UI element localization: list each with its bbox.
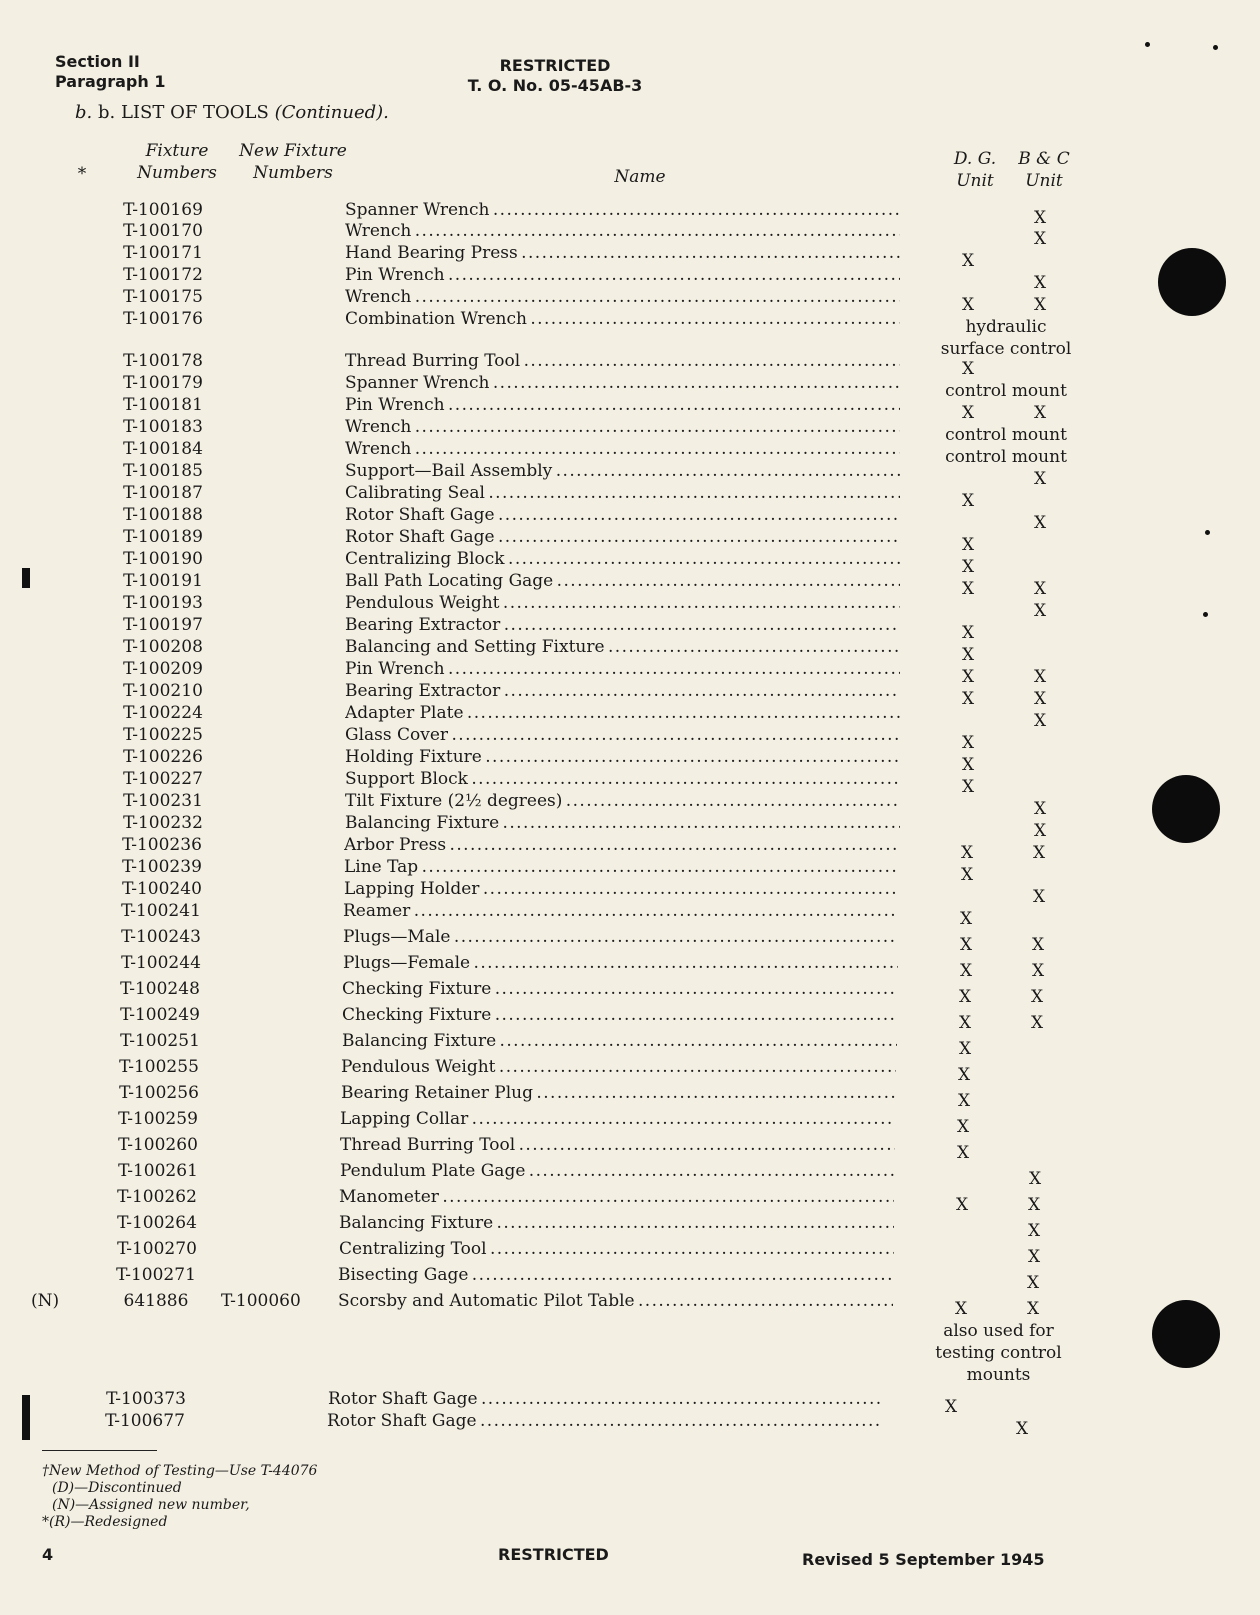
fixture-number: T-100176 bbox=[123, 309, 203, 329]
name-cell bbox=[338, 1264, 893, 1286]
tool-name: Bearing Retainer Plug . . . bbox=[341, 1083, 896, 1103]
fixture-number: T-100241 bbox=[121, 901, 201, 921]
tool-name: Pin Wrench . . . bbox=[345, 659, 900, 679]
col-new-header bbox=[233, 140, 353, 184]
name-cell bbox=[345, 548, 900, 570]
page-speck bbox=[1145, 42, 1150, 47]
tool-name: Holding Fixture . . . bbox=[345, 747, 900, 767]
tool-name: Balancing Fixture . . . bbox=[342, 1031, 897, 1051]
name-cell bbox=[345, 768, 900, 790]
bc-unit-mark: X bbox=[1033, 689, 1047, 709]
bc-unit-mark: X bbox=[1027, 1195, 1041, 1215]
footnote-4: *(R)—Redesigned bbox=[42, 1514, 168, 1530]
col-fixture-line1: Fixture bbox=[145, 141, 209, 161]
table-row bbox=[0, 1030, 1097, 1059]
bc-unit-mark: X bbox=[1033, 579, 1047, 599]
tool-name: Thread Burring Tool . . . bbox=[345, 351, 900, 371]
table-row bbox=[0, 199, 1100, 228]
fixture-number: T-100270 bbox=[117, 1239, 197, 1259]
name-cell bbox=[345, 242, 900, 264]
table-row bbox=[0, 746, 1100, 775]
dg-unit-mark: X bbox=[959, 909, 973, 929]
tool-name: Rotor Shaft Gage . . . bbox=[328, 1389, 883, 1409]
table-row bbox=[0, 790, 1100, 819]
name-cell bbox=[345, 592, 900, 614]
tool-name: Adapter Plate . . . bbox=[345, 703, 900, 723]
dg-unit-mark: X bbox=[961, 359, 975, 379]
fixture-number: T-100210 bbox=[123, 681, 203, 701]
fixture-number: T-100208 bbox=[123, 637, 203, 657]
col-bc-header bbox=[1012, 148, 1076, 192]
section-text: Section II bbox=[55, 52, 140, 71]
name-cell bbox=[345, 394, 900, 416]
tool-name: Hand Bearing Press . . . bbox=[345, 243, 900, 263]
dg-unit-mark: X bbox=[959, 961, 973, 981]
bc-unit-mark: X bbox=[1026, 1273, 1040, 1293]
fixture-number: T-100248 bbox=[120, 979, 200, 999]
dg-unit-mark: X bbox=[961, 755, 975, 775]
footer-revised: Revised 5 September 1945 bbox=[802, 1550, 1045, 1569]
tool-name: Pin Wrench . . . bbox=[345, 265, 900, 285]
col-dg-line1: D. G. bbox=[953, 149, 997, 169]
unit-note: also used for testing control mounts bbox=[935, 1321, 1062, 1385]
col-fixture-header bbox=[122, 140, 232, 184]
bc-unit-mark: X bbox=[1033, 799, 1047, 819]
tool-name: Bearing Extractor . . . bbox=[345, 681, 900, 701]
tool-name: Rotor Shaft Gage . . . bbox=[327, 1411, 882, 1431]
paragraph-text: Paragraph 1 bbox=[55, 72, 166, 91]
table-row bbox=[0, 460, 1100, 489]
bc-unit-mark: X bbox=[1033, 601, 1047, 621]
table-row bbox=[0, 1388, 1083, 1417]
dg-unit-mark: X bbox=[944, 1397, 958, 1417]
name-cell bbox=[345, 636, 900, 658]
fixture-number: T-100373 bbox=[106, 1389, 186, 1409]
tool-name: Spanner Wrench . . . bbox=[345, 200, 900, 220]
fixture-number: T-100184 bbox=[123, 439, 203, 459]
table-row bbox=[0, 438, 1100, 467]
name-cell bbox=[345, 438, 900, 460]
bc-unit-mark: X bbox=[1033, 208, 1047, 228]
tool-name: Line Tap . . . bbox=[344, 857, 899, 877]
tool-name: Arbor Press . . . bbox=[344, 835, 899, 855]
table-row bbox=[0, 1410, 1082, 1439]
tool-name: Wrench . . . bbox=[345, 287, 900, 307]
table-row bbox=[0, 768, 1100, 797]
bc-unit-mark: X bbox=[1033, 711, 1047, 731]
page-speck bbox=[1213, 45, 1218, 50]
dg-unit-mark: X bbox=[957, 1091, 971, 1111]
name-cell bbox=[345, 372, 900, 394]
table-row bbox=[0, 878, 1099, 907]
table-row bbox=[0, 1108, 1095, 1137]
dg-unit-mark: X bbox=[961, 645, 975, 665]
name-cell bbox=[345, 460, 900, 482]
name-cell bbox=[344, 834, 899, 856]
dg-unit-mark: X bbox=[954, 1299, 968, 1319]
table-row bbox=[0, 394, 1100, 423]
tool-name: Lapping Collar . . . bbox=[340, 1109, 895, 1129]
binder-hole-middle bbox=[1152, 775, 1220, 843]
name-cell bbox=[341, 1056, 896, 1078]
table-row bbox=[0, 264, 1100, 293]
fixture-number: T-100677 bbox=[105, 1411, 185, 1431]
bc-unit-mark: X bbox=[1026, 1299, 1040, 1319]
name-cell bbox=[338, 1290, 893, 1312]
name-cell bbox=[345, 220, 900, 242]
bc-unit-mark: X bbox=[1027, 1221, 1041, 1241]
table-row bbox=[0, 592, 1100, 621]
name-cell bbox=[327, 1410, 882, 1432]
col-star-header: * bbox=[77, 164, 87, 184]
table-row bbox=[0, 614, 1100, 643]
fixture-number: T-100197 bbox=[123, 615, 203, 635]
name-cell bbox=[345, 702, 900, 724]
name-cell bbox=[342, 1004, 897, 1026]
fixture-number: T-100249 bbox=[120, 1005, 200, 1025]
name-cell bbox=[343, 900, 898, 922]
dg-unit-mark: X bbox=[958, 1039, 972, 1059]
fixture-number: T-100185 bbox=[123, 461, 203, 481]
tool-name: Support—Bail Assembly . . . bbox=[345, 461, 900, 481]
fixture-number: T-100225 bbox=[123, 725, 203, 745]
name-cell bbox=[345, 658, 900, 680]
unit-note: control mount bbox=[945, 381, 1067, 401]
table-row bbox=[0, 242, 1100, 271]
fixture-number: T-100209 bbox=[123, 659, 203, 679]
dg-unit-mark: X bbox=[961, 535, 975, 555]
bc-unit-mark: X bbox=[1033, 273, 1047, 293]
tool-name: Pendulum Plate Gage . . . bbox=[340, 1161, 895, 1181]
name-cell bbox=[345, 264, 900, 286]
bc-unit-mark: X bbox=[1015, 1419, 1029, 1439]
tool-name: Pendulous Weight . . . bbox=[345, 593, 900, 613]
table-row bbox=[0, 504, 1100, 533]
dg-unit-mark: X bbox=[955, 1195, 969, 1215]
dg-unit-mark: X bbox=[959, 935, 973, 955]
tool-name: Pendulous Weight . . . bbox=[341, 1057, 896, 1077]
name-cell bbox=[345, 308, 900, 330]
name-cell bbox=[345, 286, 900, 308]
dg-unit-mark: X bbox=[961, 579, 975, 599]
fixture-number: T-100232 bbox=[123, 813, 203, 833]
fixture-number: T-100240 bbox=[122, 879, 202, 899]
fixture-number: T-100271 bbox=[116, 1265, 196, 1285]
footnote-rule bbox=[42, 1450, 157, 1451]
name-cell bbox=[345, 812, 900, 834]
fixture-number: T-100179 bbox=[123, 373, 203, 393]
dg-unit-mark: X bbox=[961, 733, 975, 753]
col-bc-line1: B & C bbox=[1018, 149, 1070, 169]
page-speck bbox=[1203, 612, 1208, 617]
fixture-number: T-100227 bbox=[123, 769, 203, 789]
name-cell bbox=[345, 724, 900, 746]
tool-name: Glass Cover . . . bbox=[345, 725, 900, 745]
tool-name: Combination Wrench . . . bbox=[345, 309, 900, 329]
table-row bbox=[0, 834, 1099, 863]
table-row bbox=[0, 482, 1100, 511]
table-row bbox=[0, 724, 1100, 753]
name-cell bbox=[345, 350, 900, 372]
fixture-number: T-100188 bbox=[123, 505, 203, 525]
dg-unit-mark: X bbox=[961, 557, 975, 577]
list-subheading: b. b. LIST OF TOOLS (Continued). bbox=[75, 102, 389, 123]
name-cell bbox=[339, 1212, 894, 1234]
bc-unit-mark: X bbox=[1027, 1247, 1041, 1267]
table-row bbox=[0, 856, 1099, 885]
row-marker: (N) bbox=[31, 1291, 60, 1311]
bc-unit-mark: X bbox=[1031, 961, 1045, 981]
table-row bbox=[0, 286, 1100, 315]
bc-unit-mark: X bbox=[1033, 229, 1047, 249]
col-dg-line2: Unit bbox=[956, 171, 994, 191]
tool-name: Balancing Fixture . . . bbox=[339, 1213, 894, 1233]
fixture-number: T-100183 bbox=[123, 417, 203, 437]
name-cell bbox=[345, 199, 900, 221]
fixture-number: T-100255 bbox=[119, 1057, 199, 1077]
fixture-number: T-100226 bbox=[123, 747, 203, 767]
table-row bbox=[0, 702, 1100, 731]
tool-name: Reamer . . . bbox=[343, 901, 898, 921]
tool-name: Centralizing Block . . . bbox=[345, 549, 900, 569]
fixture-number: T-100243 bbox=[121, 927, 201, 947]
fixture-number: T-100181 bbox=[123, 395, 203, 415]
name-cell bbox=[343, 926, 898, 948]
tool-name: Plugs—Female . . . bbox=[343, 953, 898, 973]
tool-name: Rotor Shaft Gage . . . bbox=[345, 505, 900, 525]
bc-unit-mark: X bbox=[1033, 295, 1047, 315]
tool-name: Balancing and Setting Fixture . . . bbox=[345, 637, 900, 657]
name-cell bbox=[342, 978, 897, 1000]
dg-unit-mark: X bbox=[961, 403, 975, 423]
bc-unit-mark: X bbox=[1028, 1169, 1042, 1189]
fixture-number: T-100259 bbox=[118, 1109, 198, 1129]
name-cell bbox=[345, 570, 900, 592]
new-fixture-number: T-100060 bbox=[221, 1291, 301, 1311]
name-cell bbox=[345, 790, 900, 812]
tool-name: Ball Path Locating Gage . . . bbox=[345, 571, 900, 591]
bc-unit-mark: X bbox=[1033, 469, 1047, 489]
tool-name: Pin Wrench . . . bbox=[345, 395, 900, 415]
fixture-number: T-100170 bbox=[123, 221, 203, 241]
header-classification: RESTRICTED bbox=[499, 56, 611, 75]
dg-unit-mark: X bbox=[960, 843, 974, 863]
name-cell bbox=[345, 526, 900, 548]
bc-unit-mark: X bbox=[1033, 513, 1047, 533]
page-number: 4 bbox=[42, 1545, 54, 1564]
bc-unit-mark: X bbox=[1030, 1013, 1044, 1033]
unit-note: control mount bbox=[945, 425, 1067, 445]
bc-unit-mark: X bbox=[1031, 935, 1045, 955]
dg-unit-mark: X bbox=[961, 689, 975, 709]
bc-unit-mark: X bbox=[1033, 667, 1047, 687]
tool-name: Wrench . . . bbox=[345, 439, 900, 459]
tool-name: Bearing Extractor . . . bbox=[345, 615, 900, 635]
footer-classification: RESTRICTED bbox=[498, 1545, 609, 1564]
bc-unit-mark: X bbox=[1030, 987, 1044, 1007]
table-row bbox=[0, 548, 1100, 577]
fixture-number: T-100256 bbox=[119, 1083, 199, 1103]
table-row bbox=[0, 658, 1100, 687]
table-row bbox=[0, 1134, 1095, 1163]
fixture-number: T-100239 bbox=[122, 857, 202, 877]
fixture-number: T-100189 bbox=[123, 527, 203, 547]
name-cell bbox=[339, 1186, 894, 1208]
name-cell bbox=[328, 1388, 883, 1410]
name-cell bbox=[345, 746, 900, 768]
name-cell bbox=[344, 856, 899, 878]
table-row bbox=[0, 1004, 1097, 1033]
name-cell bbox=[345, 416, 900, 438]
table-row bbox=[0, 570, 1100, 599]
dg-unit-mark: X bbox=[956, 1143, 970, 1163]
fixture-number: T-100169 bbox=[123, 200, 203, 220]
name-cell bbox=[340, 1108, 895, 1130]
fixture-number: T-100261 bbox=[118, 1161, 198, 1181]
dg-unit-mark: X bbox=[961, 491, 975, 511]
tool-name: Tilt Fixture (2½ degrees) . . . bbox=[345, 791, 900, 811]
dg-unit-mark: X bbox=[961, 251, 975, 271]
name-cell bbox=[345, 504, 900, 526]
fixture-number: T-100260 bbox=[118, 1135, 198, 1155]
col-dg-header bbox=[945, 148, 1005, 192]
fixture-number: T-100231 bbox=[123, 791, 203, 811]
binder-hole-top bbox=[1158, 248, 1226, 316]
name-cell bbox=[343, 952, 898, 974]
fixture-number: T-100190 bbox=[123, 549, 203, 569]
unit-note: hydraulic surface control bbox=[940, 317, 1072, 359]
footnote-1: †New Method of Testing—Use T-44076 bbox=[42, 1463, 318, 1479]
tool-name: Plugs—Male . . . bbox=[343, 927, 898, 947]
fixture-number: T-100172 bbox=[123, 265, 203, 285]
name-cell bbox=[345, 614, 900, 636]
table-row bbox=[0, 900, 1098, 929]
tool-name: Checking Fixture . . . bbox=[342, 979, 897, 999]
table-row bbox=[0, 680, 1100, 709]
table-row bbox=[0, 1186, 1094, 1215]
name-cell bbox=[345, 680, 900, 702]
col-new-line2: Numbers bbox=[253, 163, 333, 183]
table-row bbox=[0, 952, 1098, 981]
table-row bbox=[0, 636, 1100, 665]
name-cell bbox=[339, 1238, 894, 1260]
tool-name: Scorsby and Automatic Pilot Table . . . bbox=[338, 1291, 893, 1311]
dg-unit-mark: X bbox=[957, 1065, 971, 1085]
table-row bbox=[0, 308, 1100, 359]
col-fixture-line2: Numbers bbox=[137, 163, 217, 183]
table-row bbox=[0, 1056, 1096, 1085]
fixture-number: T-100171 bbox=[123, 243, 203, 263]
to-number: T. O. No. 05-45AB-3 bbox=[467, 76, 643, 95]
footnote-3: (N)—Assigned new number, bbox=[52, 1497, 250, 1513]
col-name-header: Name bbox=[614, 167, 666, 187]
table-row bbox=[0, 1290, 1093, 1385]
dg-unit-mark: X bbox=[961, 295, 975, 315]
dg-unit-mark: X bbox=[961, 623, 975, 643]
dg-unit-mark: X bbox=[956, 1117, 970, 1137]
table-row bbox=[0, 1212, 1094, 1241]
dg-unit-mark: X bbox=[961, 777, 975, 797]
tool-name: Manometer . . . bbox=[339, 1187, 894, 1207]
tool-name: Rotor Shaft Gage . . . bbox=[345, 527, 900, 547]
tool-name: Support Block . . . bbox=[345, 769, 900, 789]
fixture-number: 641886 bbox=[123, 1291, 189, 1311]
bc-unit-mark: X bbox=[1033, 821, 1047, 841]
unit-note: control mount bbox=[945, 447, 1067, 467]
fixture-number: T-100193 bbox=[123, 593, 203, 613]
table-row bbox=[0, 372, 1100, 401]
dg-unit-mark: X bbox=[960, 865, 974, 885]
name-cell bbox=[342, 1030, 897, 1052]
fixture-number: T-100175 bbox=[123, 287, 203, 307]
table-row bbox=[0, 350, 1100, 379]
table-row bbox=[0, 926, 1098, 955]
dg-unit-mark: X bbox=[961, 667, 975, 687]
bc-unit-mark: X bbox=[1032, 843, 1046, 863]
table-row bbox=[0, 1160, 1095, 1189]
tool-name: Bisecting Gage . . . bbox=[338, 1265, 893, 1285]
tool-name: Balancing Fixture . . . bbox=[345, 813, 900, 833]
tool-name: Calibrating Seal . . . bbox=[345, 483, 900, 503]
name-cell bbox=[340, 1160, 895, 1182]
fixture-number: T-100236 bbox=[122, 835, 202, 855]
name-cell bbox=[344, 878, 899, 900]
table-row bbox=[0, 812, 1100, 841]
fixture-number: T-100187 bbox=[123, 483, 203, 503]
tool-name: Wrench . . . bbox=[345, 417, 900, 437]
col-new-line1: New Fixture bbox=[239, 141, 347, 161]
table-row bbox=[0, 220, 1100, 249]
bc-unit-mark: X bbox=[1032, 887, 1046, 907]
table-row bbox=[0, 1238, 1094, 1267]
table-row bbox=[0, 416, 1100, 445]
fixture-number: T-100191 bbox=[123, 571, 203, 591]
fixture-number: T-100244 bbox=[121, 953, 201, 973]
fixture-number: T-100251 bbox=[120, 1031, 200, 1051]
name-cell bbox=[341, 1082, 896, 1104]
name-cell bbox=[345, 482, 900, 504]
tool-name: Centralizing Tool . . . bbox=[339, 1239, 894, 1259]
fixture-number: T-100224 bbox=[123, 703, 203, 723]
subheading-prefix: b. LIST OF TOOLS bbox=[97, 102, 269, 123]
name-cell bbox=[340, 1134, 895, 1156]
fixture-number: T-100264 bbox=[117, 1213, 197, 1233]
tool-name: Checking Fixture . . . bbox=[342, 1005, 897, 1025]
binder-hole-bottom bbox=[1152, 1300, 1220, 1368]
fixture-number: T-100178 bbox=[123, 351, 203, 371]
table-row bbox=[0, 1082, 1096, 1111]
footnote-2: (D)—Discontinued bbox=[52, 1480, 182, 1496]
header-title bbox=[0, 56, 1110, 96]
dg-unit-mark: X bbox=[958, 987, 972, 1007]
page-speck bbox=[1205, 530, 1210, 535]
tool-name: Spanner Wrench . . . bbox=[345, 373, 900, 393]
fixture-number: T-100262 bbox=[117, 1187, 197, 1207]
dg-unit-mark: X bbox=[958, 1013, 972, 1033]
table-row bbox=[0, 978, 1097, 1007]
tool-name: Lapping Holder . . . bbox=[344, 879, 899, 899]
subheading-continued: (Continued). bbox=[274, 102, 389, 123]
tool-name: Wrench . . . bbox=[345, 221, 900, 241]
tool-name: Thread Burring Tool . . . bbox=[340, 1135, 895, 1155]
table-row bbox=[0, 526, 1100, 555]
table-row bbox=[0, 1264, 1093, 1293]
bc-unit-mark: X bbox=[1033, 403, 1047, 423]
col-bc-line2: Unit bbox=[1025, 171, 1063, 191]
